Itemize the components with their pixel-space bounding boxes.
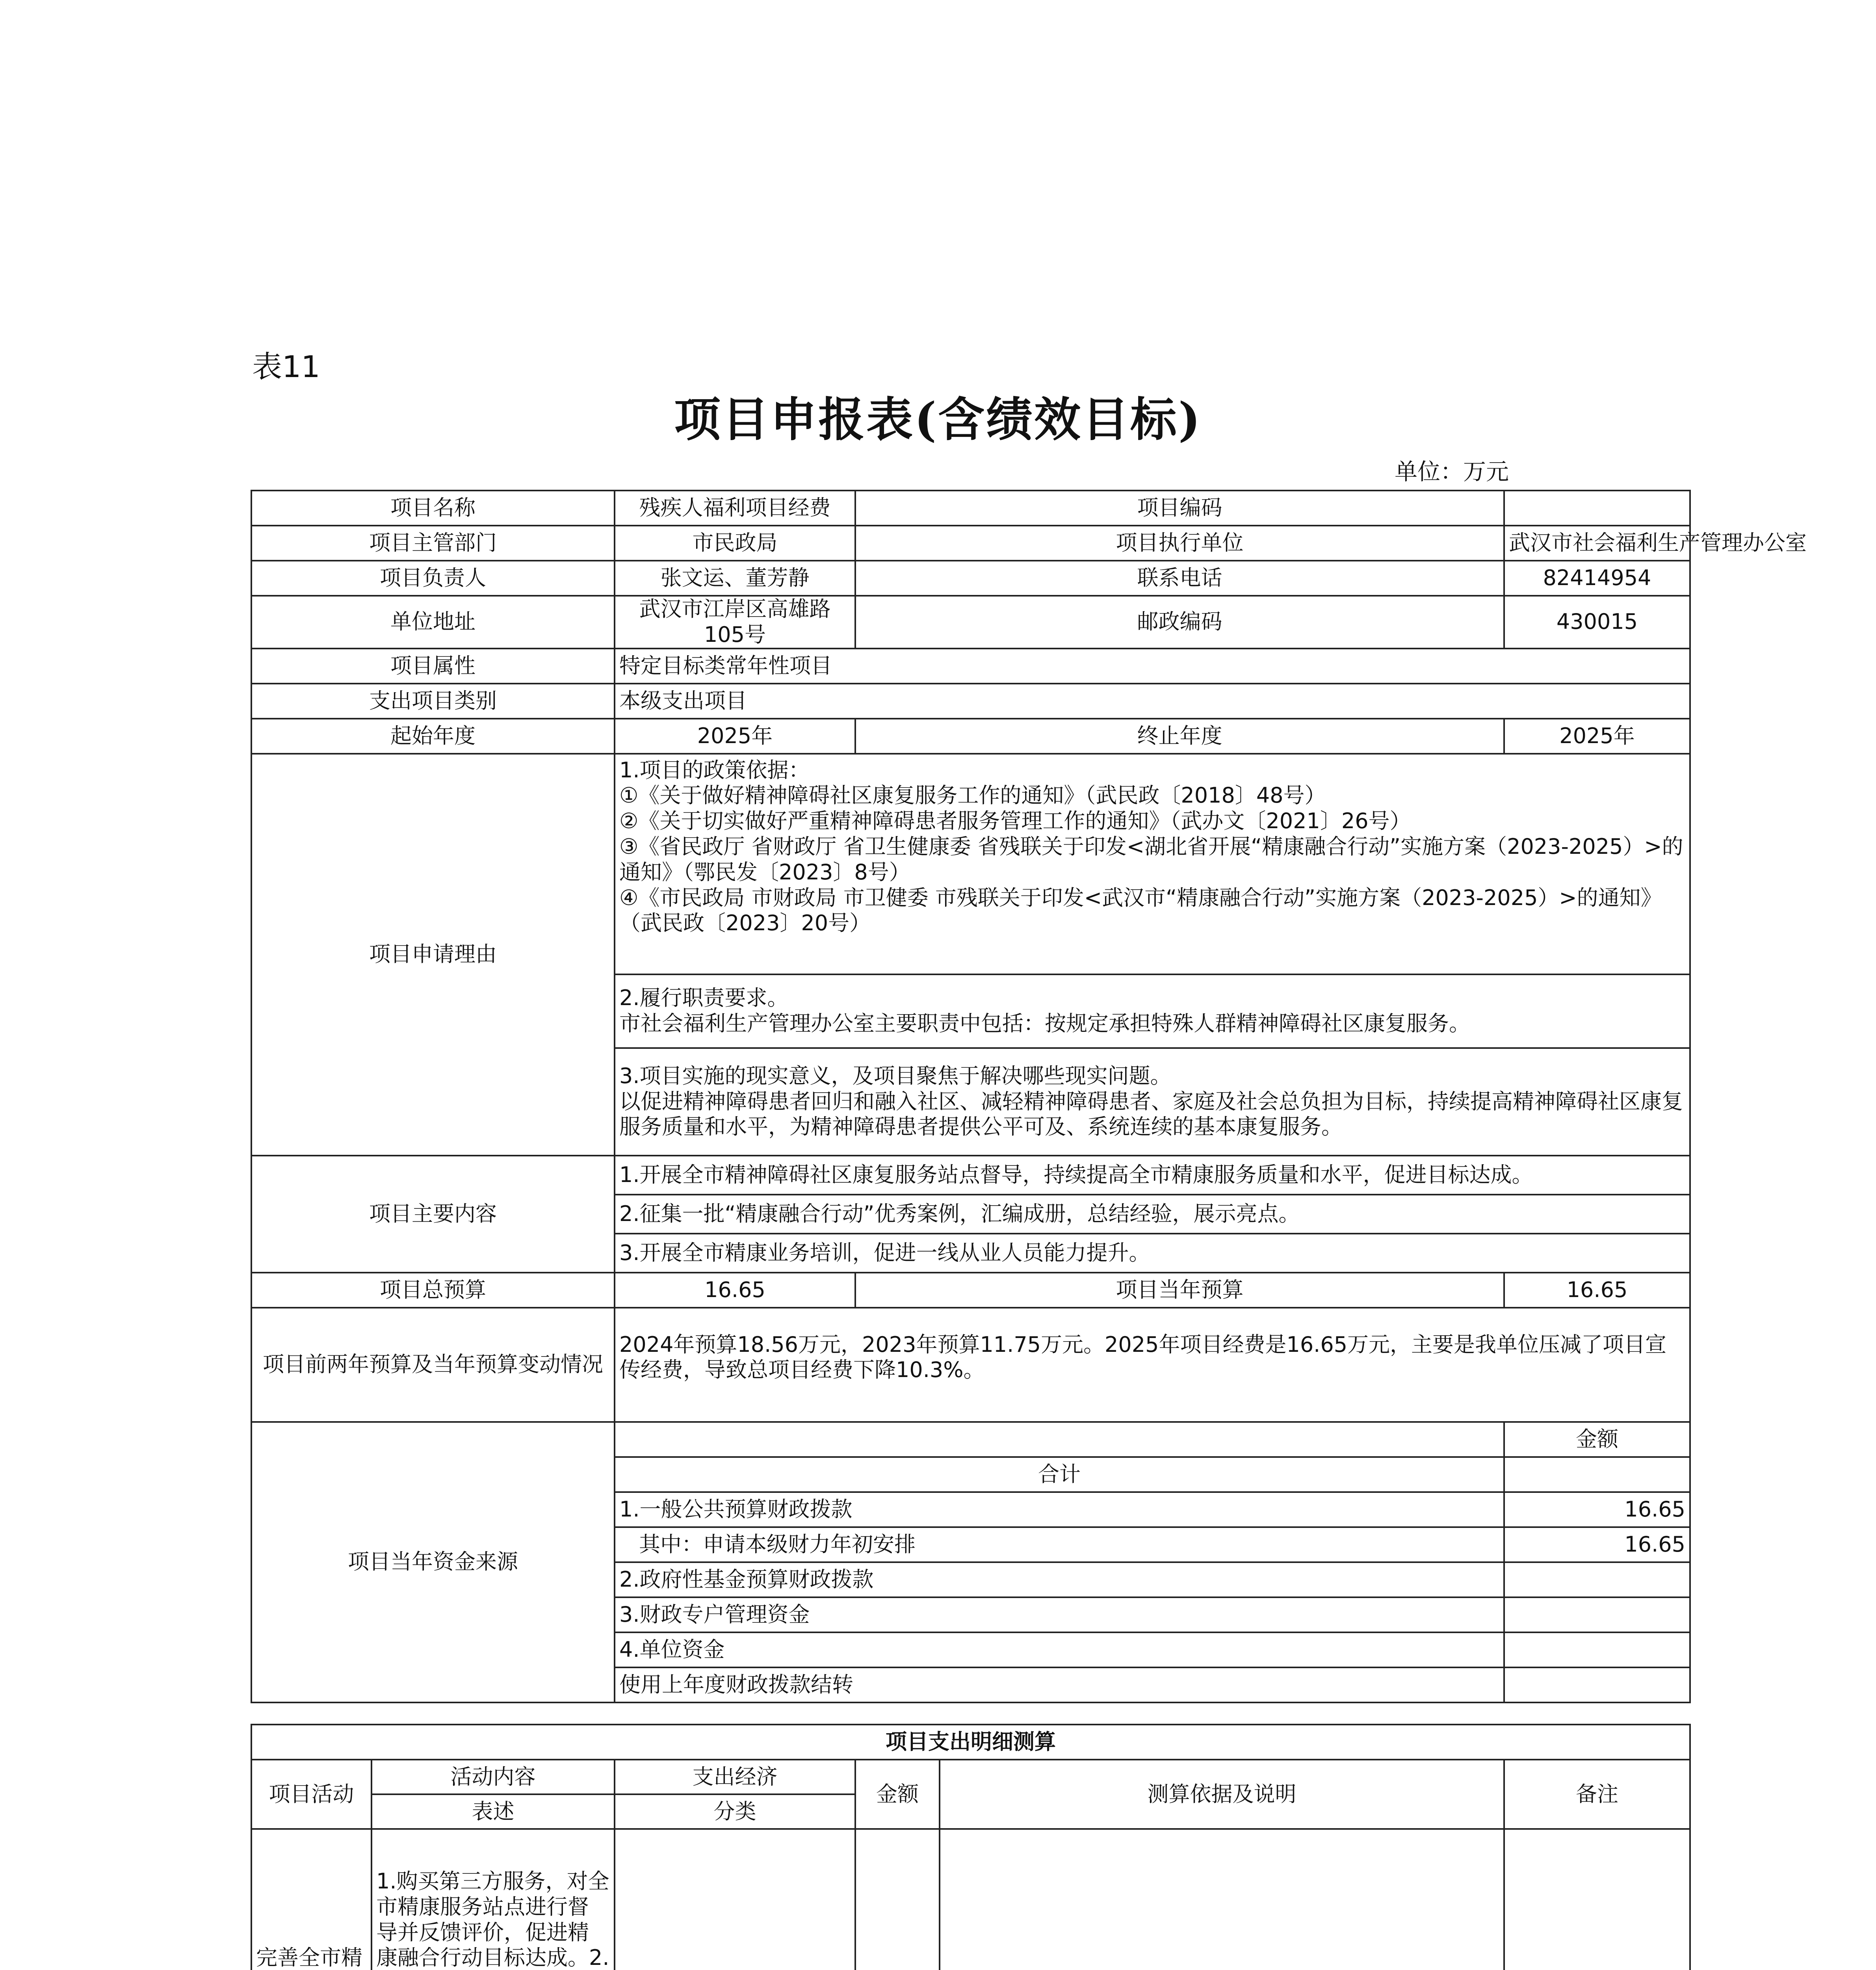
change-text: 2024年预算18.56万元，2023年预算11.75万元。2025年项目经费是16.65万元，主要是我单位压减了项目宣传经费，导致总项目经费下降10.3%。 bbox=[615, 1308, 1690, 1422]
cell-value: 16.65 bbox=[615, 1273, 855, 1308]
cell-value: 特定目标类常年性项目 bbox=[615, 649, 1690, 684]
funding-row-name: 合计 bbox=[615, 1457, 1504, 1492]
funding-row-value bbox=[1504, 1597, 1690, 1632]
funding-row-value: 16.65 bbox=[1504, 1492, 1690, 1527]
funding-row-name: 3.财政专户管理资金 bbox=[615, 1597, 1504, 1632]
unit-label: 单位：万元 bbox=[1395, 458, 1509, 485]
header-content: 活动内容 bbox=[371, 1760, 615, 1794]
cell-label: 项目主管部门 bbox=[251, 526, 615, 561]
funding-row-value: 16.65 bbox=[1504, 1527, 1690, 1562]
reason-line: 2.履行职责要求。 bbox=[619, 985, 789, 1011]
table-row bbox=[251, 1760, 1690, 1794]
header-econ-sub: 分类 bbox=[615, 1794, 855, 1829]
table-row bbox=[251, 1829, 1690, 1970]
reason-line: ②《关于切实做好严重精神障碍患者服务管理工作的通知》（武办文〔2021〕26号） bbox=[619, 808, 1411, 834]
detail-econ bbox=[615, 1829, 855, 1970]
cell-value bbox=[1504, 491, 1690, 526]
cell-value: 2025年 bbox=[1504, 719, 1690, 754]
cell-value: 武汉市社会福利生产管理办公室 bbox=[1504, 526, 1690, 561]
funding-row-value bbox=[1504, 1667, 1690, 1702]
cell-value: 残疾人福利项目经费 bbox=[615, 491, 855, 526]
funding-label: 项目当年资金来源 bbox=[251, 1422, 615, 1702]
funding-row-name: 2.政府性基金预算财政拨款 bbox=[615, 1562, 1504, 1597]
detail-amount bbox=[855, 1829, 940, 1970]
cell-label: 项目当年预算 bbox=[855, 1273, 1504, 1308]
cell-value: 武汉市江岸区高雄路105号 bbox=[615, 596, 855, 649]
header-econ: 支出经济 bbox=[615, 1760, 855, 1794]
table-row bbox=[251, 491, 1690, 526]
reason-line: ③《省民政厅 省财政厅 省卫生健康委 省残联关于印发<湖北省开展“精康融合行动”实施方案（2023-2025）>的通知》（鄂民发〔2023〕8号） bbox=[619, 834, 1683, 885]
header-activity: 项目活动 bbox=[251, 1760, 371, 1829]
table-row bbox=[251, 1308, 1690, 1422]
reason-line: ④《市民政局 市财政局 市卫健委 市残联关于印发<武汉市“精康融合行动”实施方案（2023-2025）>的通知》（武民政〔2023〕20号） bbox=[619, 885, 1662, 936]
cell-label: 支出项目类别 bbox=[251, 684, 615, 719]
detail-activity: 完善全市精 bbox=[251, 1829, 371, 1970]
table-row bbox=[251, 1156, 1690, 1195]
content-label: 项目主要内容 bbox=[251, 1156, 615, 1273]
reason-line: ①《关于做好精神障碍社区康复服务工作的通知》（武民政〔2018〕48号） bbox=[619, 783, 1326, 808]
funding-row-name: 其中：申请本级财力年初安排 bbox=[615, 1527, 1504, 1562]
reason-label: 项目申请理由 bbox=[251, 754, 615, 1156]
cell-label: 项目属性 bbox=[251, 649, 615, 684]
table-row bbox=[251, 649, 1690, 684]
table-row bbox=[251, 596, 1690, 649]
reason-line: 市社会福利生产管理办公室主要职责中包括：按规定承担特殊人群精神障碍社区康复服务。 bbox=[619, 1011, 1470, 1036]
cell-label: 项目编码 bbox=[855, 491, 1504, 526]
reason-line: 1.项目的政策依据： bbox=[619, 757, 810, 782]
funding-row-name: 4.单位资金 bbox=[615, 1632, 1504, 1667]
cell-label: 邮政编码 bbox=[855, 596, 1504, 649]
cell-label: 项目执行单位 bbox=[855, 526, 1504, 561]
project-application-table bbox=[251, 490, 1807, 1703]
cell-label: 项目负责人 bbox=[251, 561, 615, 596]
cell-label: 联系电话 bbox=[855, 561, 1504, 596]
detail-basis bbox=[940, 1829, 1504, 1970]
header-note: 备注 bbox=[1504, 1760, 1690, 1829]
reason-significance bbox=[615, 1048, 1690, 1156]
funding-amount-header: 金额 bbox=[1504, 1422, 1690, 1457]
cell-value: 本级支出项目 bbox=[615, 684, 1690, 719]
cell-label: 项目名称 bbox=[251, 491, 615, 526]
cell-label: 终止年度 bbox=[855, 719, 1504, 754]
section-title: 项目支出明细测算 bbox=[251, 1725, 1690, 1760]
cell-value: 16.65 bbox=[1504, 1273, 1690, 1308]
header-basis: 测算依据及说明 bbox=[940, 1760, 1504, 1829]
funding-row-name: 1.一般公共预算财政拨款 bbox=[615, 1492, 1504, 1527]
content-item: 2.征集一批“精康融合行动”优秀案例，汇编成册，总结经验，展示亮点。 bbox=[615, 1195, 1690, 1234]
detail-note bbox=[1504, 1829, 1690, 1970]
detail-content: 1.购买第三方服务，对全市精康服务站点进行督导并反馈评价，促进精康融合行动目标达成。2. bbox=[371, 1829, 615, 1970]
table-row bbox=[251, 526, 1690, 561]
cell-value: 82414954 bbox=[1504, 561, 1690, 596]
content-item: 3.开展全市精康业务培训，促进一线从业人员能力提升。 bbox=[615, 1234, 1690, 1273]
header-content-sub: 表述 bbox=[371, 1794, 615, 1829]
cell-label: 单位地址 bbox=[251, 596, 615, 649]
change-label: 项目前两年预算及当年预算变动情况 bbox=[251, 1308, 615, 1422]
funding-row-value bbox=[1504, 1457, 1690, 1492]
page-title: 项目申报表(含绩效目标) bbox=[674, 392, 1202, 447]
table-row bbox=[251, 684, 1690, 719]
funding-header-blank bbox=[615, 1422, 1504, 1457]
table-row bbox=[251, 1725, 1690, 1760]
cell-value: 2025年 bbox=[615, 719, 855, 754]
table-row bbox=[251, 561, 1690, 596]
funding-row-value bbox=[1504, 1562, 1690, 1597]
header-amount: 金额 bbox=[855, 1760, 940, 1829]
funding-row-value bbox=[1504, 1632, 1690, 1667]
reason-duty bbox=[615, 974, 1690, 1048]
reason-line: 以促进精神障碍患者回归和融入社区、减轻精神障碍患者、家庭及社会总负担为目标，持续提高精神障碍社区康复服务质量和水平，为精神障碍患者提供公平可及、系统连续的基本康复服务。 bbox=[619, 1089, 1683, 1139]
cell-label: 起始年度 bbox=[251, 719, 615, 754]
table-row bbox=[251, 719, 1690, 754]
cell-value: 市民政局 bbox=[615, 526, 855, 561]
table-number: 表11 bbox=[252, 349, 320, 384]
content-item: 1.开展全市精神障碍社区康复服务站点督导，持续提高全市精康服务质量和水平，促进目标达成。 bbox=[615, 1156, 1690, 1195]
cell-value: 430015 bbox=[1504, 596, 1690, 649]
reason-line: 3.项目实施的现实意义，及项目聚焦于解决哪些现实问题。 bbox=[619, 1063, 1172, 1088]
expenditure-detail-table bbox=[251, 1724, 1691, 1970]
table-row bbox=[251, 1422, 1690, 1457]
cell-label: 项目总预算 bbox=[251, 1273, 615, 1308]
table-row bbox=[251, 754, 1690, 974]
reason-policy-basis bbox=[615, 754, 1690, 974]
funding-row-name: 使用上年度财政拨款结转 bbox=[615, 1667, 1504, 1702]
table-row bbox=[251, 1273, 1690, 1308]
cell-value: 张文运、董芳静 bbox=[615, 561, 855, 596]
